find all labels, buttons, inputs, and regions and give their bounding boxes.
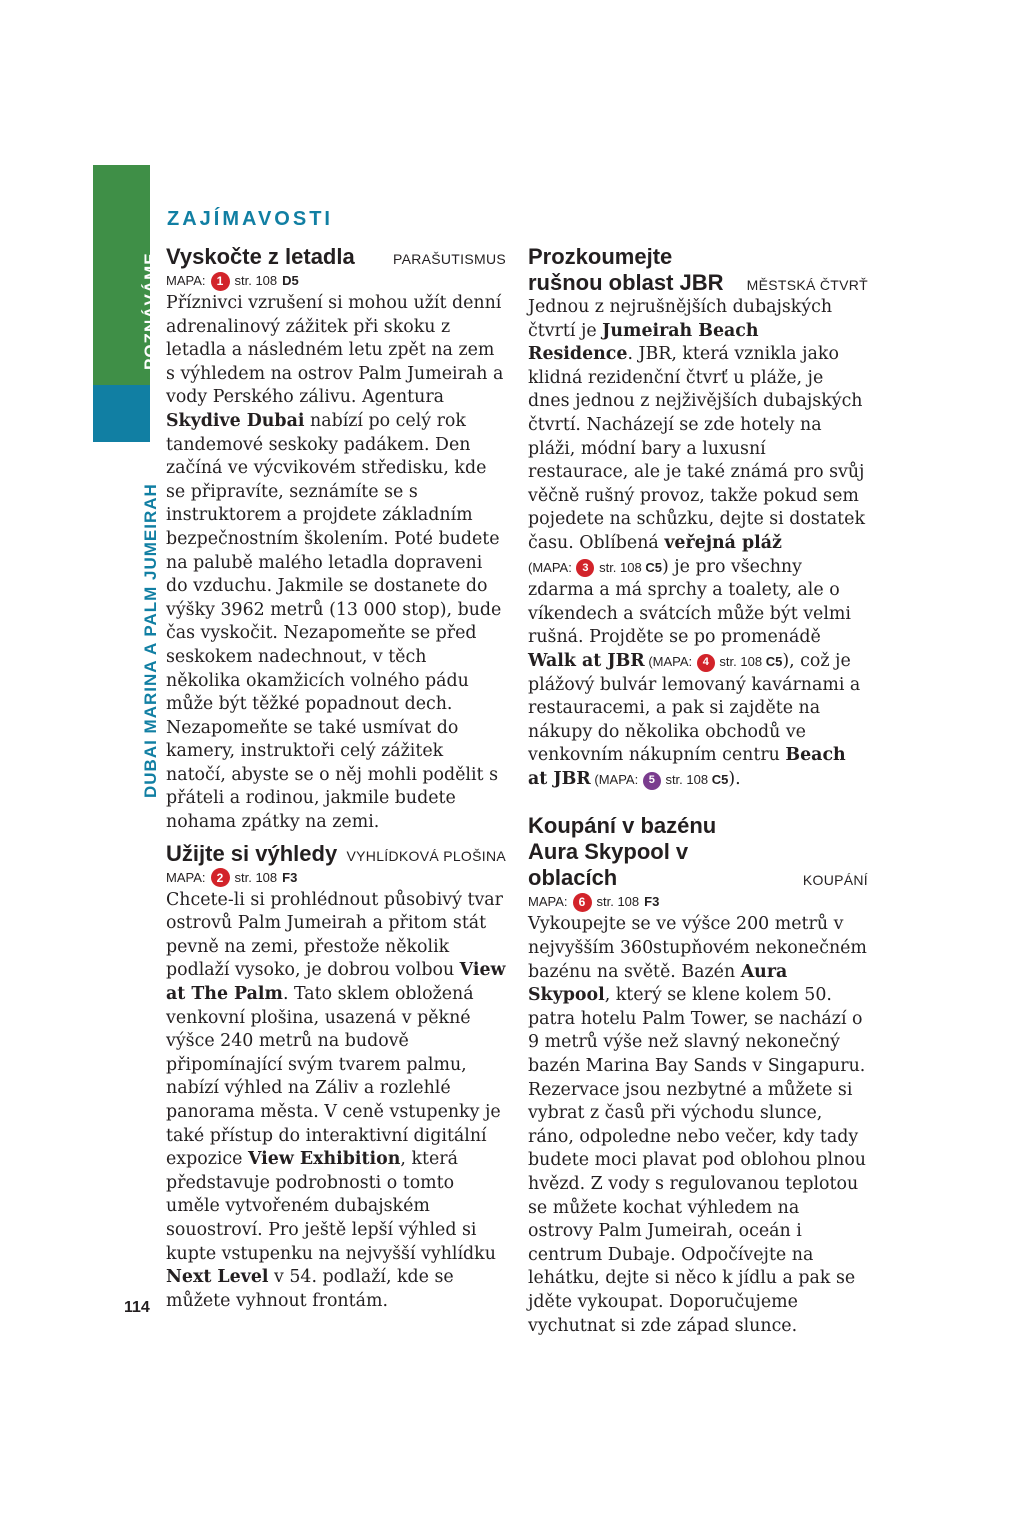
map-reference [166,270,506,292]
map-grid: C5 [645,559,662,575]
text-run: , která představuje podrobnosti o tomto uměle vytvořeném dubajském souostroví. Pro ještě lepší výhled si kupte vstupenku na nejvyšší vyhlídku [166,1149,496,1264]
map-reference [528,891,868,913]
map-pin-icon: 5 [643,772,661,790]
place-name: View Exhibition [248,1149,401,1170]
text-run: ). [728,768,741,789]
text-run: nabízí po celý rok tandemové seskoky padákem. Den začíná ve výcvikovém středisku, kde se připravíte, seznámíte se s instruktorem a projdete základním bezpečnostním školením. Poté budete na palubě malého letadla dopraveni do vzduchu. Jakmile se dostanete do výšky 3962 metrů (13 000 stop), bude čas vyskočit. Nezapomeňte se před seskokem nadechnout, v těch několika okamžicích volného pádu může být těžké popadnout dech. Nezapomeňte se také usmívat do kamery, instruktoři celý zážitek natočí, abyste se o něj mohli podělit s přáteli a rodinou, jakmile budete nohama zpátky na zemi. [166,410,502,833]
map-reference [591,772,729,787]
map-label: MAPA: [166,273,206,288]
map-pin-icon: 3 [576,559,594,577]
map-label: (MAPA: [644,653,693,669]
text-run: ) je pro všechny zdarma a má sprchy a toalety, ale o víkendech a svátcích může být velmi rušná. Projděte se po promenádě [528,556,851,648]
place-name: Jumeirah Beach Residence [528,320,759,365]
entry-header [528,813,868,891]
page-number: 114 [124,1299,150,1316]
map-page: str. 108 [665,771,709,787]
entry-category: PARAŠUTISMUS [392,251,506,267]
text-run: . Tato sklem obložená venkovní plošina, usazená v pěkné výšce 240 metrů na budově připomínající svým tvarem palmu, nabízí výhled na Záliv a rozlehlé panorama města. V ceně vstupenky je také přístup do interaktivní digitální expozice [166,984,501,1170]
map-label: MAPA: [528,894,568,910]
sidebar-tab-area [93,385,150,442]
entry-header [528,244,868,296]
sidebar-section-label: POZNÁVÁME [141,252,160,370]
map-pin-icon: 1 [211,272,230,291]
place-name: Walk at JBR [528,650,645,671]
left-column [166,244,506,1319]
entry-header [166,841,506,867]
map-page: str. 108 [719,653,763,669]
entry-jbr [528,244,868,791]
text-run: Chcete-li si prohlédnout působivý tvar ostrovů Palm Jumeirah a přitom stát pevně na zemi, přestože několik podlaží vysoko, je dobrou volbou [166,889,503,981]
place-name: Next Level [166,1267,269,1288]
map-pin-icon: 4 [697,654,715,672]
entry-skydive [166,244,506,835]
map-reference [166,867,506,889]
entry-category: MĚSTSKÁ ČTVRŤ [746,277,868,293]
map-reference [645,654,783,669]
map-grid: F3 [644,894,660,910]
text-run: v 54. podlaží, kde se můžete vyhnout frontám. [166,1267,454,1311]
entry-text [166,889,506,1314]
entry-title: Vyskočte z letadla [166,244,355,269]
right-column [528,244,868,1344]
entry-text [528,913,868,1338]
text-run: . JBR, která vznikla jako klidná rezidenční čtvrť u pláže, je dnes jednou z nejživějších dubajských čtvrtí. Nacházejí se zde hotely na pláži, módní bary a luxusní restaurace, ale je také známá pro svůj věčně rušný provoz, takže pokud sem pojedete na schůzku, dejte si dostatek času. Oblíbená [528,344,865,553]
place-name: Aura Skypool [528,961,788,1006]
entry-title: Prozkoumejte rušnou oblast JBR [528,244,724,295]
map-page: str. 108 [234,273,278,288]
place-name: Beach at JBR [528,745,846,789]
map-page: str. 108 [234,869,278,885]
entry-category: KOUPÁNÍ [802,872,868,889]
map-reference [528,560,662,575]
entry-category: VYHLÍDKOVÁ PLOŠINA [346,847,506,864]
entry-view [166,841,506,1314]
text-run: Příznivci vzrušení si mohou užít denní adrenalinový zážitek při skoku z letadla a následném letu zpět na zem s výhledem na ostrov Palm Jumeirah a vody Perského zálivu. Agentura [166,293,504,408]
map-page: str. 108 [599,559,642,575]
text-run: Vykoupejte se ve výšce 200 metrů v nejvyšším 360stupňovém nekonečném bazénu na světě. Bazén [528,914,867,982]
text-run: Jednou z nejrušnějších dubajských čtvrtí je [528,297,833,341]
map-pin-icon: 2 [211,868,230,887]
entry-header [166,244,506,270]
map-label: (MAPA: [528,559,572,575]
place-name: Skydive Dubai [166,410,305,431]
text-run: , který se klene kolem 50. patra hotelu Palm Tower, se nachází o 9 metrů výše než slavný nekonečný bazén Marina Bay Sands v Singapuru. Rezervace jsou nezbytné a můžete si vybrat z časů při východu slunce, ráno, odpoledne nebo večer, kdy tady budete moci plavat pod oblohou plnou hvězd. Z vody s regulovanou teplotou se můžete kochat výhledem na ostrovy Palm Jumeirah, oceán i centrum Dubaje. Odpočívejte na lehátku, dejte si něco k jídlu a pak se jděte vykoupat. Doporučujeme vychutnat si zde západ slunce. [528,985,866,1336]
map-page: str. 108 [596,894,640,910]
place-name: View at The Palm [166,960,506,1005]
map-label: (MAPA: [590,771,639,787]
entry-title: Koupání v bazénu Aura Skypool v oblacích [528,813,717,891]
entry-title: Užijte si výhledy [166,840,338,866]
map-pin-icon: 6 [573,893,592,912]
place-name: veřejná pláž [664,532,782,553]
entry-text [528,296,868,791]
map-grid: F3 [282,869,298,885]
map-label: MAPA: [166,869,206,885]
sidebar-area-label: DUBAI MARINA A PALM JUMEIRAH [141,483,160,798]
section-title: ZAJÍMAVOSTI [167,208,333,230]
text-run: ), což je plážový bulvár lemovaný kavárnami a restauracemi, a pak si zajděte na nákupy do několika obchodů ve venkovním nákupním centru [528,650,861,766]
entry-aura [528,813,868,1338]
map-grid: C5 [765,653,783,669]
map-grid: D5 [282,273,299,288]
map-grid: C5 [711,771,729,787]
entry-text [166,292,506,835]
